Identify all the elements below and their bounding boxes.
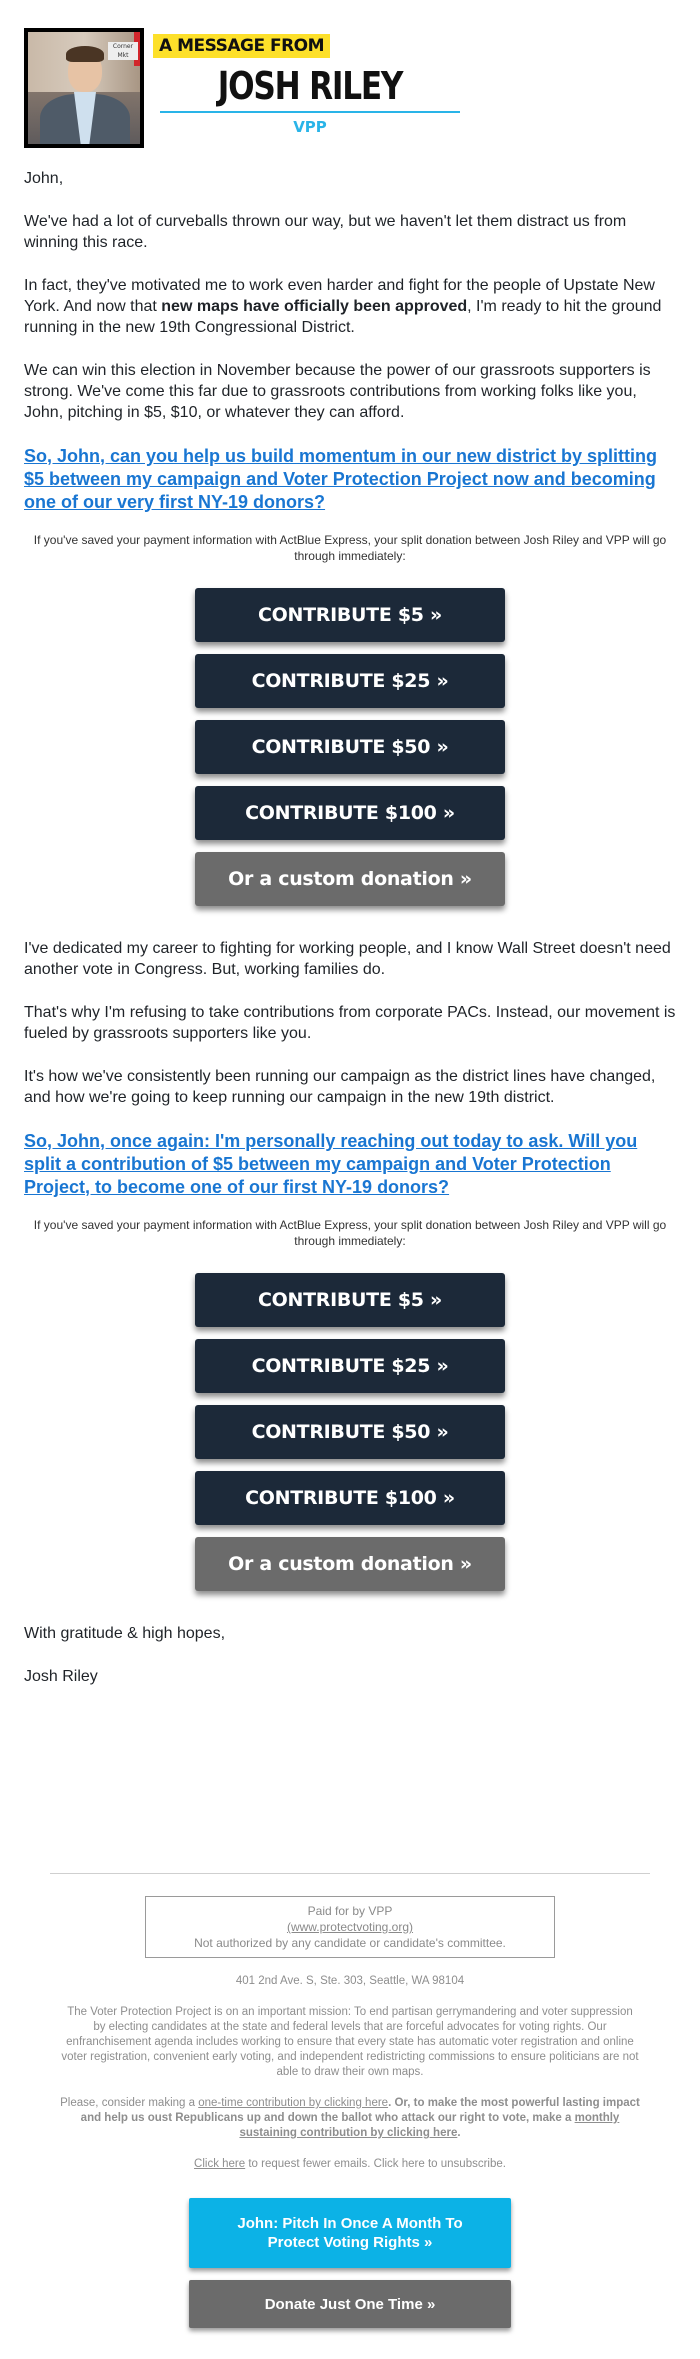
contribute-5-button[interactable]: CONTRIBUTE $5 »: [195, 1273, 505, 1327]
donation-buttons-2: [24, 1273, 676, 1603]
contribute-100-button[interactable]: CONTRIBUTE $100 »: [195, 1471, 505, 1525]
fewer-emails-link[interactable]: Click here: [194, 2158, 246, 2170]
message-from-badge: A MESSAGE FROM: [153, 34, 330, 58]
contribute-100-button[interactable]: CONTRIBUTE $100 »: [195, 786, 505, 840]
name-underline: [160, 111, 460, 113]
paragraph-2: In fact, they've motivated me to work even harder and fight for the people of Upstate New York. And now that new maps have officially been approved, I'm ready to hit the ground running in the new 19th Congressional District.: [24, 277, 662, 336]
contribute-50-button[interactable]: CONTRIBUTE $50 »: [195, 720, 505, 774]
org-label: VPP: [293, 118, 327, 136]
contribute-50-button[interactable]: CONTRIBUTE $50 »: [195, 1405, 505, 1459]
custom-donation-button[interactable]: Or a custom donation »: [195, 852, 505, 906]
signature: Josh Riley: [24, 1668, 98, 1685]
paragraph-6: It's how we've consistently been running our campaign as the district lines have changed, and how we're going to keep running our campaign in the new 19th district.: [24, 1068, 656, 1106]
candidate-photo: [24, 28, 144, 148]
contribute-5-button[interactable]: CONTRIBUTE $5 »: [195, 588, 505, 642]
footer-divider: [50, 1873, 650, 1874]
paragraph-5: That's why I'm refusing to take contributions from corporate PACs. Instead, our movement is fueled by grassroots supporters like you.: [24, 1004, 676, 1042]
paragraph-3: We can win this election in November because the power of our grassroots supporters is strong. We've come this far due to grassroots contributions from working folks like you, John, pitching in $5, $10, or whatever they can afford.: [24, 362, 651, 421]
email-header: [0, 0, 700, 150]
custom-donation-button[interactable]: Or a custom donation »: [195, 1537, 505, 1591]
photo-sign: Corner Mkt: [108, 42, 138, 60]
closing: With gratitude & high hopes,: [24, 1625, 226, 1642]
one-time-donation-button[interactable]: Donate Just One Time »: [189, 2280, 511, 2328]
contribute-25-button[interactable]: CONTRIBUTE $25 »: [195, 1339, 505, 1393]
ask-link-1[interactable]: So, John, can you help us build momentum in our new district by splitting $5 between my campaign and Voter Protection Project now and becoming one of our very first NY-19 donors?: [24, 446, 658, 512]
monthly-contribution-link[interactable]: monthly sustaining contribution by clicking here: [239, 2112, 620, 2139]
donation-buttons-1: [24, 588, 676, 918]
org-website-link[interactable]: (www.protectvoting.org): [286, 1920, 414, 1934]
paragraph-1: We've had a lot of curveballs thrown our way, but we haven't let them distract us from winning this race.: [24, 213, 627, 251]
actblue-note-2: If you've saved your payment information with ActBlue Express, your split donation between Josh Riley and VPP will go through immediately:: [33, 1218, 667, 1248]
paid-for-box: [145, 1896, 555, 1958]
maps-approved-bold: new maps have officially been approved: [161, 298, 468, 315]
one-time-contribution-link[interactable]: one-time contribution by clicking here: [198, 2097, 389, 2109]
email-preferences: Click here to request fewer emails. Click here to unsubscribe.: [194, 2158, 506, 2170]
actblue-note-1: If you've saved your payment information with ActBlue Express, your split donation between Josh Riley and VPP will go through immediately:: [33, 533, 667, 563]
contribute-25-button[interactable]: CONTRIBUTE $25 »: [195, 654, 505, 708]
mission-statement: The Voter Protection Project is on an important mission: To end partisan gerrymandering and voter suppression by electing candidates at the state and federal levels that are forceful advocates for voting rights. Our enfranchisement agenda includes working to ensure that every state has automatic voter registration and online voter registration, convenient early voting, and independent redistricting commissions to ensure politicians are not able to draw their own maps.: [61, 2006, 639, 2078]
not-authorized-text: Not authorized by any candidate or candidate's committee.: [194, 1936, 506, 1950]
ask-link-2[interactable]: So, John, once again: I'm personally reaching out today to ask. Will you split a contribution of $5 between my campaign and Voter Protection Project, to become one of our first NY-19 donors?: [24, 1131, 638, 1197]
contribution-prompt: Please, consider making a one-time contribution by clicking here. Or, to make the most powerful lasting impact and help us oust Republicans up and down the ballot who attack our right to vote, make a monthly sustaining contribution by clicking here.: [60, 2097, 640, 2139]
sender-name: JOSH RILEY: [217, 64, 403, 108]
org-address: 401 2nd Ave. S, Ste. 303, Seattle, WA 98104: [235, 1975, 465, 1987]
greeting: John,: [24, 170, 64, 187]
monthly-donation-button[interactable]: John: Pitch In Once A Month To Protect Voting Rights »: [189, 2198, 511, 2268]
letter-body: [0, 168, 700, 1687]
paragraph-4: I've dedicated my career to fighting for working people, and I know Wall Street doesn't need another vote in Congress. But, working families do.: [24, 940, 671, 978]
paid-for-text: Paid for by VPP: [307, 1904, 393, 1918]
